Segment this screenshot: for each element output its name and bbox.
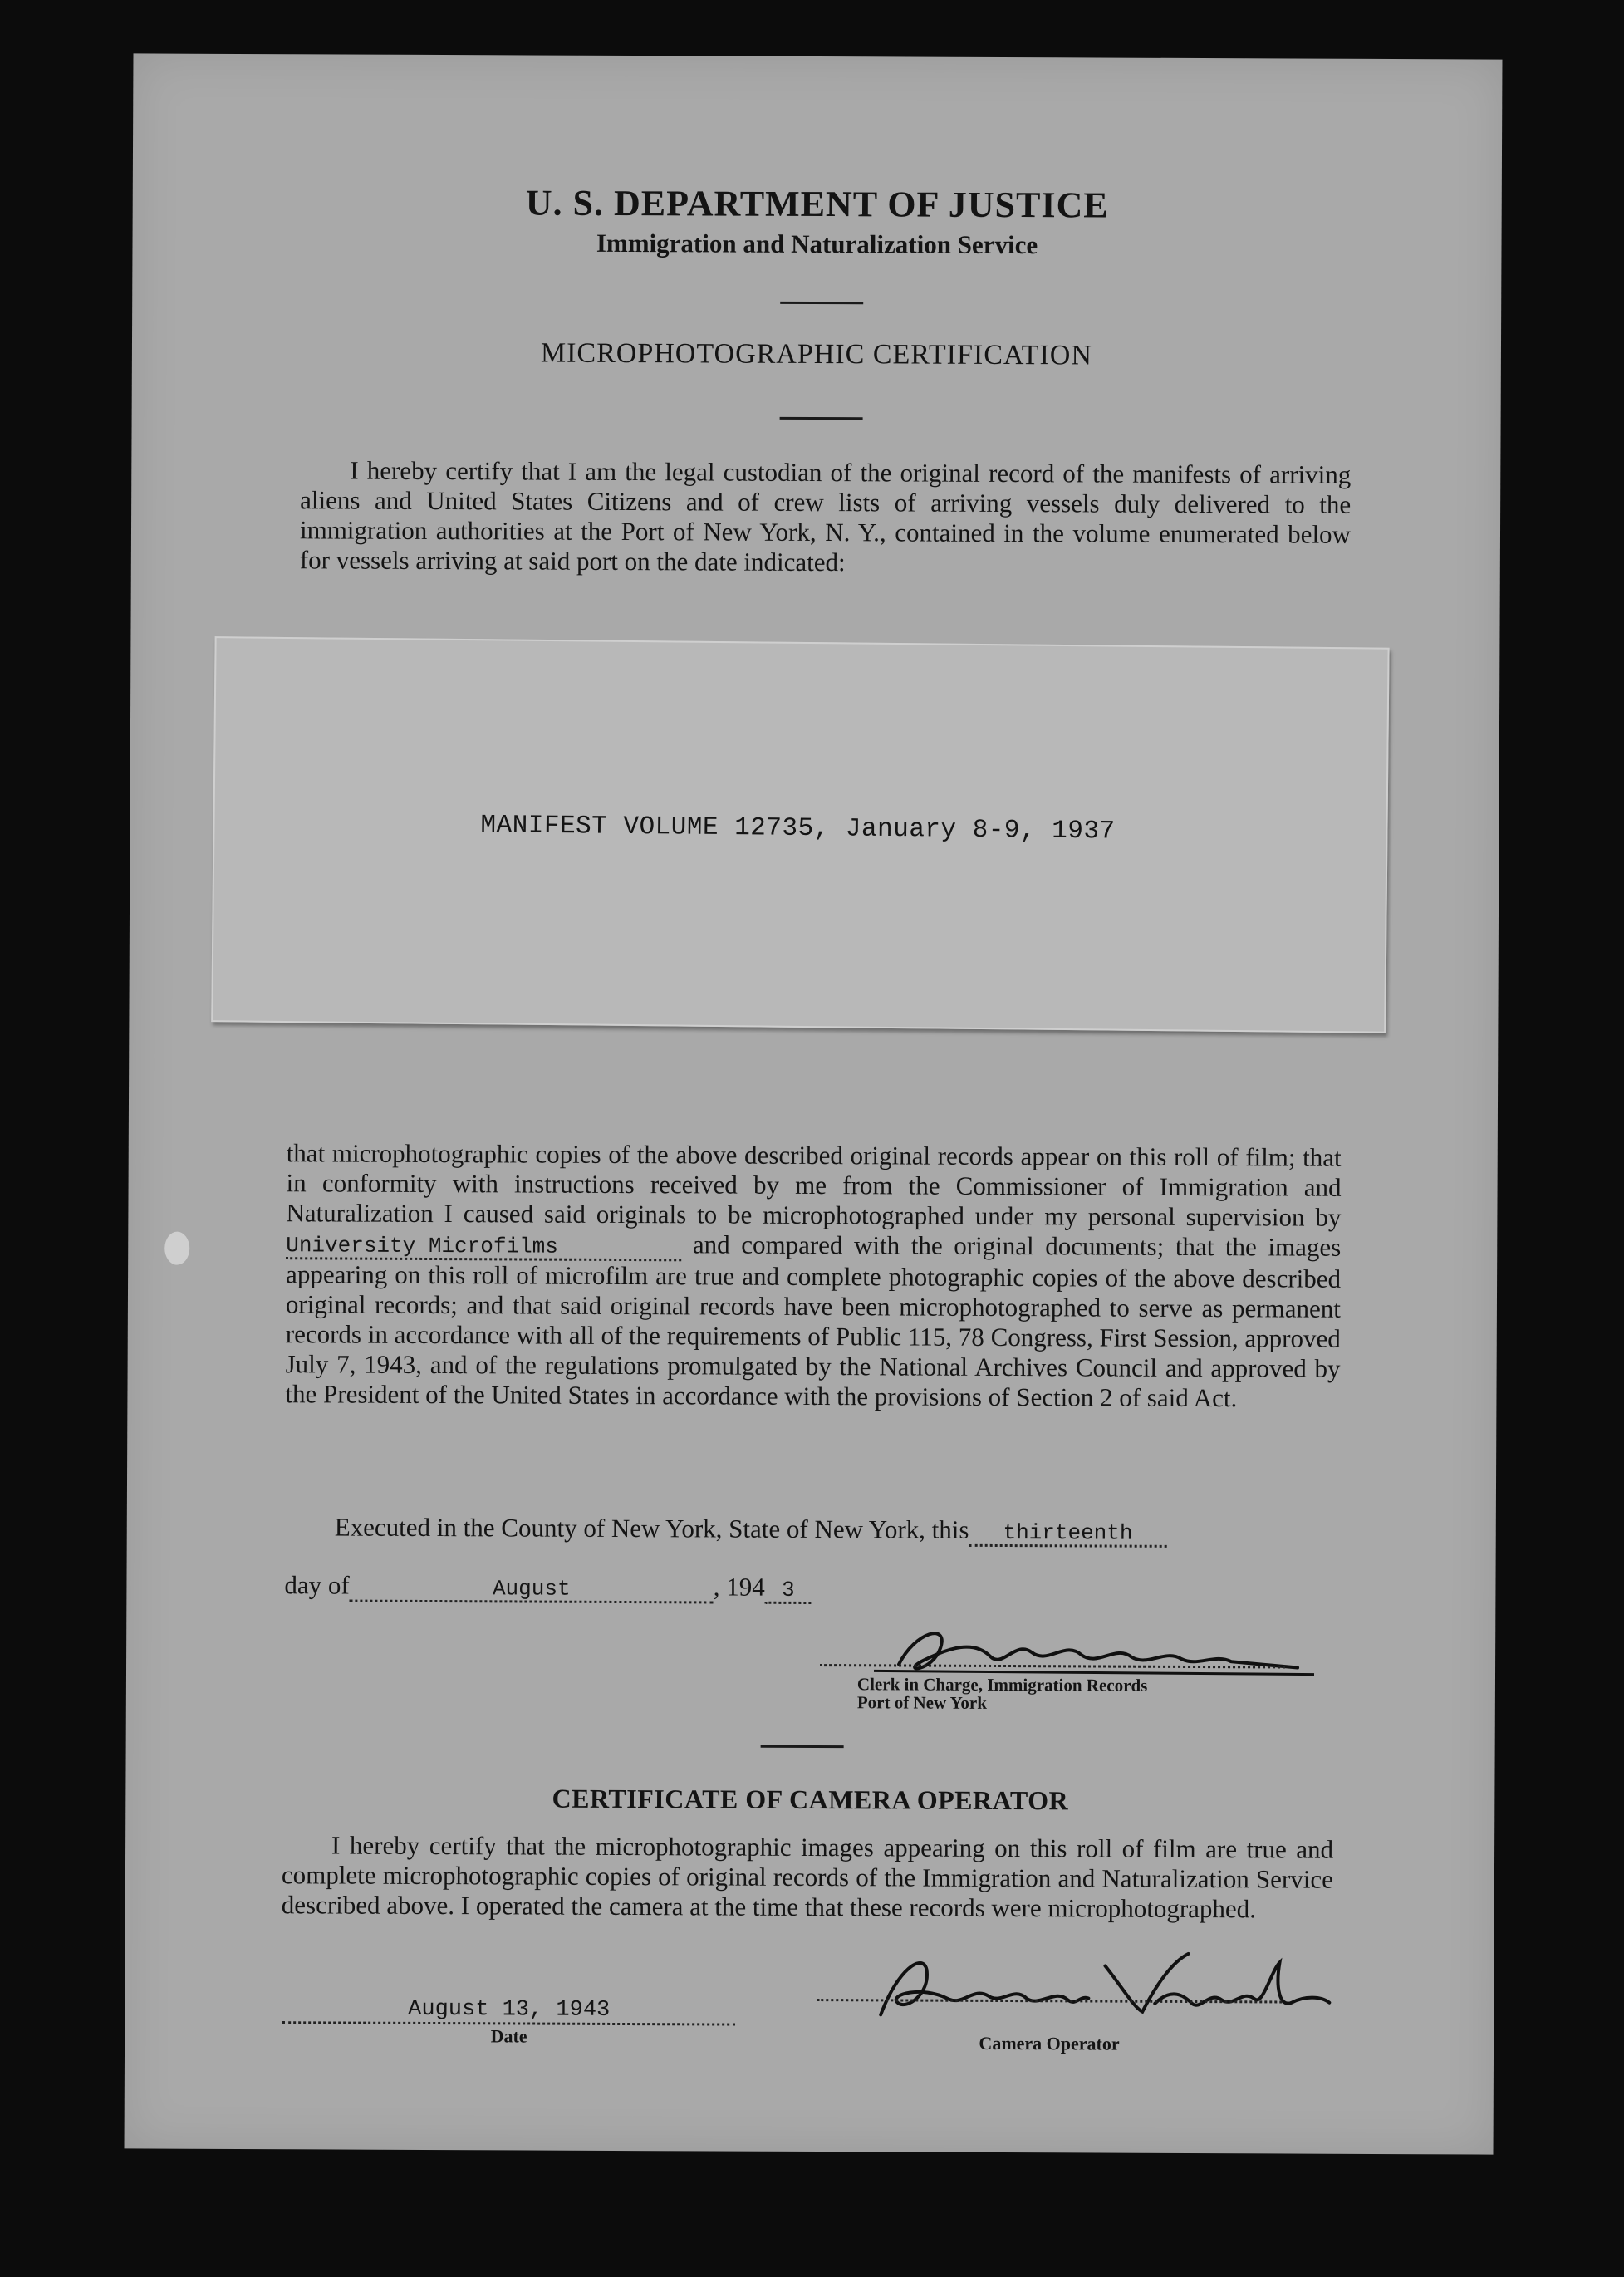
- manifest-description: MANIFEST VOLUME 12735, January 8-9, 1937: [480, 811, 1116, 847]
- camera-certificate-text: I hereby certify that the microphotographic images appearing on this roll of film are true and complete microphotographic copies of original records of the Immigration and Naturalization Service described above. I operated the camera at the time that these records were microphotographed.: [281, 1830, 1334, 1924]
- department-heading: U. S. DEPARTMENT OF JUSTICE: [525, 182, 1109, 226]
- punch-hole: [164, 1232, 189, 1265]
- divider: [780, 417, 863, 420]
- certificate-sheet: [125, 53, 1503, 2154]
- year-field: 3: [765, 1578, 812, 1604]
- divider: [761, 1745, 844, 1748]
- day-field: thirteenth: [969, 1521, 1166, 1548]
- supervisor-field: University Microfilms: [286, 1234, 681, 1261]
- date-line: day of August , 194 3: [284, 1570, 812, 1604]
- date-label: Date: [490, 2025, 527, 2047]
- camera-operator-signature: [856, 1936, 1337, 2029]
- execution-line: Executed in the County of New York, State of New York, this thirteenth: [335, 1512, 1167, 1547]
- camera-certificate-title: CERTIFICATE OF CAMERA OPERATOR: [552, 1783, 1069, 1816]
- clerk-title: Clerk in Charge, Immigration Records Port of New York: [856, 1674, 1148, 1713]
- body-part-1: that microphotographic copies of the above described original records appear on this roll of film; that in conformity with instructions received by me from the Commissioner of Immigration and Naturalization I caused said originals to be microphotographed under my personal supervision by: [286, 1138, 1342, 1232]
- intro-paragraph: I hereby certify that I am the legal custodian of the original record of the manifests of arriving aliens and United States Citizens and of crew lists of arriving vessels duly delivered to the immigration authorities at the Port of New York, N. Y., contained in the volume enumerated below for vessels arriving at said port on the date indicated:: [299, 455, 1352, 577]
- month-field: August: [350, 1577, 714, 1604]
- manifest-label-slip: [211, 636, 1389, 1033]
- certification-body: [285, 1138, 1341, 1414]
- certification-title: MICROPHOTOGRAPHIC CERTIFICATION: [540, 337, 1093, 371]
- certificate-date-field: August 13, 1943: [282, 1996, 735, 2025]
- service-heading: Immigration and Naturalization Service: [596, 228, 1038, 260]
- body-part-2: and compared with the original documents; that the images appearing on this roll of microfilm are true and complete photographic copies of the above described original records; and that said original records have been microphotographed to serve as permanent records in accordance with all of the requirements of Public 115, 78 Congress, First Session, approved July 7, 1943, and of the regulations promulgated by the National Archives Council and approved by the President of the United States in accordance with the provisions of Section 2 of said Act.: [285, 1229, 1342, 1413]
- divider: [780, 302, 863, 304]
- camera-operator-label: Camera Operator: [979, 2032, 1120, 2054]
